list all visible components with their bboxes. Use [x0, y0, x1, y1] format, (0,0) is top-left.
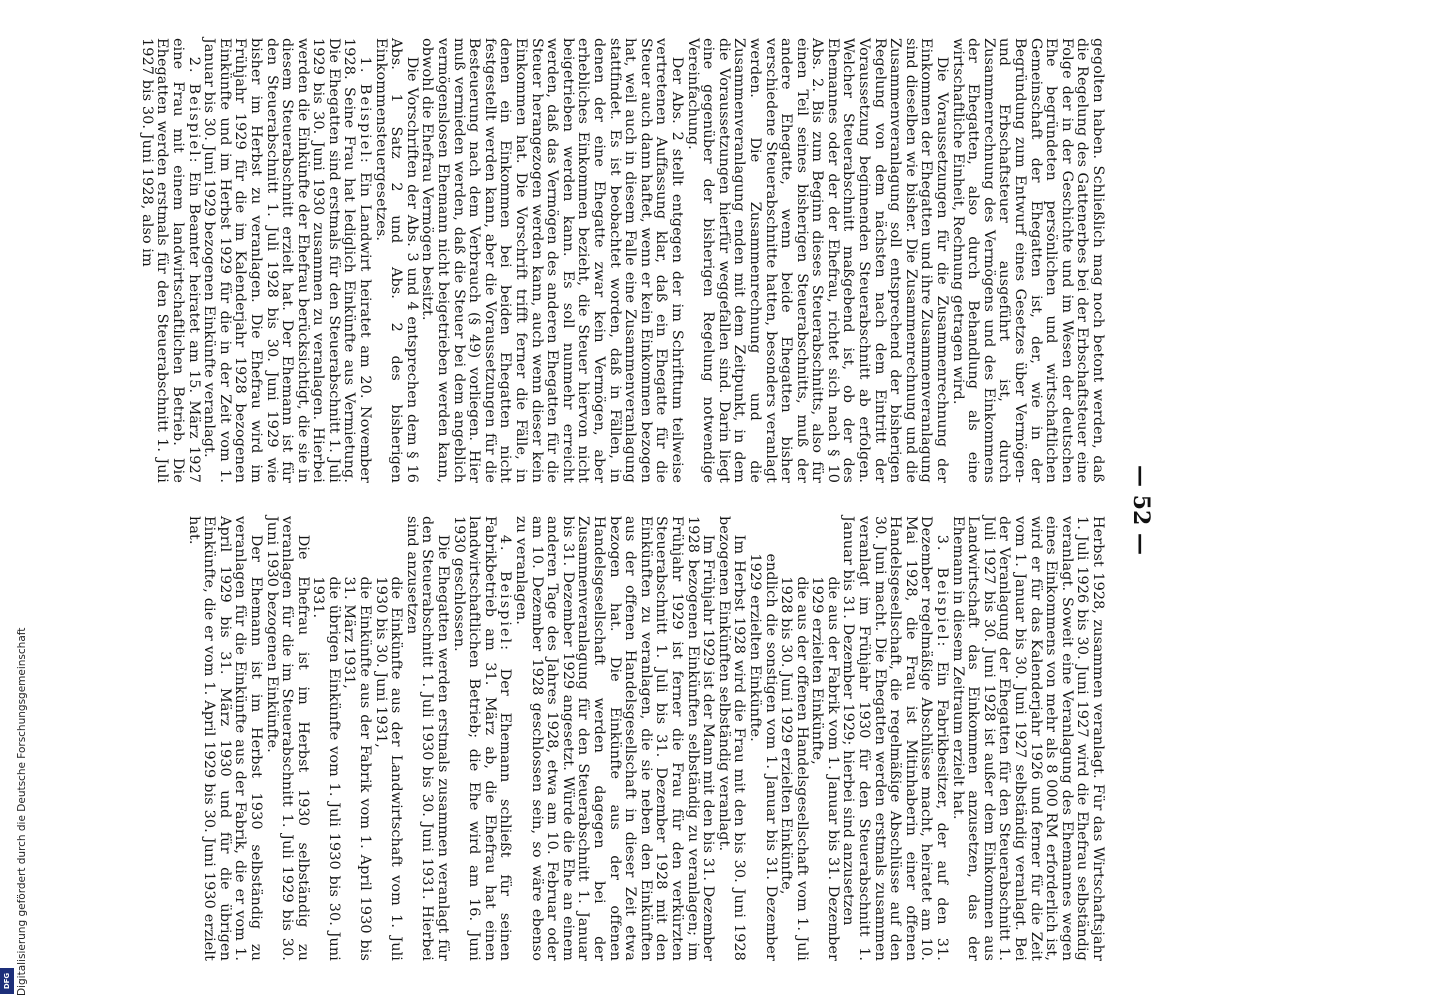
paragraph-text: die Einkünfte aus der Landwirtschaft vom 1. Juli 1930 bis 30. Juni 1931,	[372, 576, 405, 961]
paragraph	[341, 516, 372, 961]
example-heading: 4. Beispiel:	[497, 534, 514, 652]
paragraph	[512, 516, 715, 961]
paragraph-text: endlich die sonstigen vom 1. Januar bis 31. Dezember 1929 erzielten Einkünfte.	[746, 553, 779, 961]
paragraph-text: die aus der Fabrik vom 1. Januar bis 31. Dezember 1929 erzielten Einkünfte,	[809, 576, 841, 961]
paragraph-text: Ein Landwirt heiratet am 20. November 1928. Seine Frau hat lediglich Einkünfte aus Vermietung. Die Ehegatten sind erstmals für den Steuerabschnitt 1. Juli 1929 bis 30. Juni 1930 zusammen zu veranlagen. Hierbei werden die Einkünfte der Ehefrau berücksichtigt, die sie in diesem Steuerabschnitt erzielt hat. Der Ehemann ist für den Steuerabschnitt 1. Juli 1928 bis 30. Juni 1929 wie bisher im Herbst zu veranlagen. Die Ehefrau wird im Frühjahr 1929 für die im Kalenderjahr 1928 bezogenen Einkünfte und im Herbst 1929 für die in der Zeit vom 1. Januar bis 30. Juni 1929 bezogenen Einkünfte veranlagt.	[201, 38, 374, 484]
paragraph	[419, 38, 684, 483]
paragraph	[715, 516, 746, 961]
digitization-credit	[2, 605, 28, 997]
paragraph-text: die Einkünfte aus der Fabrik vom 1. April 1930 bis 31. März 1931,	[341, 576, 374, 961]
rotated-page-content	[0, 30, 1160, 990]
paragraph	[201, 38, 373, 483]
right-text-column	[185, 516, 1105, 961]
paragraph-text: gegolten haben. Schließlich mag noch betont werden, daß die Regelung des Gattenerbes bei der Erbschaftsteuer eine Folge der in der Geschichte und im Wesen der deutschen Ehe begründeten persönlichen und wirtschaftlichen Gemeinschaft der Ehegatten ist, der, wie in der Begründung zum Entwurf eines Gesetzes über Vermögen- und Erbschaftsteuer ausgeführt ist, durch Zusammenrechnung des Vermögens und des Einkommens der Ehegatten, also durch Behandlung als eine wirtschaftliche Einheit, Rechnung getragen wird.	[949, 38, 1106, 483]
paragraph-text: die aus der offenen Handelsgesellschaft vom 1. Juli 1928 bis 30. Juni 1929 erzielten Einkünfte,	[778, 576, 810, 961]
paragraph	[372, 38, 419, 483]
example-heading: 1. Beispiel:	[357, 56, 374, 165]
paragraph	[778, 516, 809, 961]
paragraph-text: Im Frühjahr 1929 ist der Mann mit den bis 31. Dezember 1928 bezogenen Einkünften selbständig zu veranlagen; im Frühjahr 1929 ist ferner die Frau für den verkürzten Steuerabschnitt 1. Juli bis 31. Dezember 1928 mit den Einkünften zu veranlagen, die sie neben den Einkünften aus der offenen Handelsgesellschaft in dieser Zeit etwa bezogen hat. Die Einkünfte aus der offenen Handelsgesellschaft werden dagegen bei der Zusammenveranlagung für den Steuerabschnitt 1. Januar bis 31. Dezember 1929 angesetzt. Würde die Ehe an einem anderen Tage des Jahres 1928, etwa am 10. Februar oder am 10. Dezember 1928 geschlossen sein, so wäre ebenso zu veranlagen.	[513, 516, 717, 961]
paragraph	[746, 516, 777, 961]
paragraph-text: Im Herbst 1928 wird die Frau mit den bis 30. Juni 1928 bezogenen Einkünften selbständig veranlagt.	[715, 516, 748, 961]
paragraph-text: Ein Beamter heiratet am 15. März 1927 eine Frau mit einem landwirtschaftlichen Betrieb. Die Ehegatten werden erstmals für den Steuerabschnitt 1. Juli 1927 bis 30. Juni 1928, also im	[138, 38, 202, 483]
dfg-logo	[0, 968, 14, 994]
dfg-logo-text: DFG	[3, 972, 11, 990]
paragraph	[809, 516, 840, 961]
paragraph-text: Der Abs. 2 stellt entgegen der im Schrifttum teilweise vertretenen Auffassung klar, daß ein Ehegatte für die Steuer auch dann haftet, wenn er kein Einkommen bezogen hat, weil auch in diesem Falle eine Zusammenveranlagung stattfindet. Es ist beobachtet worden, daß in Fällen, in denen der eine Ehegatte zwar kein Vermögen, aber erhebliches Einkommen bezieht, die Steuer hiervon nicht beigetrieben werden kann. Es soll nunmehr erreicht werden, daß das Vermögen des anderen Ehegatten für die Steuer herangezogen werden kann, auch wenn dieser kein Einkommen hat. Die Vorschrift trifft ferner die Fälle, in denen ein Einkommen bei beiden Ehegatten nicht festgestellt werden kann, aber die Voraussetzungen für die Besteuerung nach dem Verbrauch (§ 49) vorliegen. Hier muß vermieden werden, daß die Steuer bei dem angeblich vermögenslosen Ehemann nicht beigetrieben werden kann, obwohl die Ehefrau Vermögen besitzt.	[419, 38, 685, 483]
paragraph	[949, 38, 1105, 483]
paragraph-text: Der Ehemann schließt für seinen Fabrikbetrieb am 31. März ab, die Ehefrau hat einen landwirtschaftlichen Betrieb; die Ehe wird am 16. Juni 1930 geschlossen.	[450, 516, 514, 961]
paragraph	[372, 516, 403, 961]
paragraph-text: Herbst 1928, zusammen veranlagt. Für das Wirtschaftsjahr 1. Juli 1926 bis 30. Juni 1927 wird die Ehefrau selbständig veranlagt. Soweit eine Veranlagung des Ehemannes wegen eines Einkommens von mehr als 8 000 RM erforderlich ist, wird er für das Kalenderjahr 1926 und ferner für die Zeit vom 1. Januar bis 30. Juni 1927 selbständig veranlagt. Bei der Veranlagung der Ehegatten für den Steuerabschnitt 1. Juli 1927 bis 30. Juni 1928 ist außer dem Einkommen aus Landwirtschaft das Einkommen anzusetzen, das der Ehemann in diesem Zeitraum erzielt hat.	[949, 516, 1106, 961]
paragraph	[185, 516, 263, 961]
paragraph-text: Die Vorschriften der Abs. 3 und 4 entsprechen dem § 16 Abs. 1 Satz 2 und Abs. 2 des bisherigen Einkommensteuergesetzes.	[372, 38, 420, 483]
paragraph-text: Die Voraussetzungen für die Zusammenrechnung der Einkommen der Ehegatten und ihre Zusammenveranlagung sind dieselben wie bisher. Die Zusammenrechnung und die Zusammenveranlagung soll entsprechend der bisherigen Regelung von dem nächsten nach dem Eintritt der Voraussetzung beginnenden Steuerabschnitt ab erfolgen. Welcher Steuerabschnitt maßgebend ist, ob der des Ehemannes oder der der Ehefrau, richtet sich nach § 10 Abs. 2. Bis zum Beginn dieses Steuerabschnitts, also für einen Teil seines bisherigen Steuerabschnitts, muß der andere Ehegatte, wenn beide Ehegatten bisher verschiedene Steuerabschnitte hatten, besonders veranlagt werden. Die Zusammenrechnung und die Zusammenveranlagung enden mit dem Zeitpunkt, in dem die Voraussetzungen hierfür weggefallen sind. Darin liegt eine gegenüber der bisherigen Regelung notwendige Vereinfachung.	[684, 38, 951, 483]
paragraph	[310, 516, 341, 961]
paragraph	[138, 38, 200, 483]
paragraph-text: die übrigen Einkünfte vom 1. Juli 1930 bis 30. Juni 1931.	[310, 576, 342, 961]
example-heading: 3. Beispiel:	[934, 534, 951, 649]
paragraph-text: Die Ehegatten werden erstmals zusammen veranlagt für den Steuerabschnitt 1. Juli 1930 bis 30. Juni 1931. Hierbei sind anzusetzen	[403, 516, 452, 961]
paragraph	[949, 516, 1105, 961]
paragraph-text: Die Ehefrau ist im Herbst 1930 selbständig zu veranlagen für die im Steuerabschnitt 1. Juli 1929 bis 30. Juni 1930 bezogenen Einkünfte.	[263, 516, 311, 961]
example-heading: 2. Beispiel:	[185, 56, 202, 165]
paragraph-text: Der Ehemann ist im Herbst 1930 selbständig zu veranlagen für die Einkünfte aus der Fabrik, die er vom 1. April 1929 bis 31. März 1930 und für die übrigen Einkünfte, die er vom 1. April 1929 bis 30. Juni 1930 erzielt hat.	[185, 516, 264, 961]
paragraph	[263, 516, 310, 961]
paragraph	[450, 516, 512, 961]
left-text-column	[138, 38, 1105, 483]
page-number: — 52 —	[1128, 465, 1154, 555]
paragraph	[403, 516, 450, 961]
paragraph	[684, 38, 949, 483]
footer-credit-text: Digitalisierung gefördert durch die Deutsche Forschungsgemeinschaft	[16, 627, 28, 996]
paragraph-text: Ein Fabrikbesitzer, der auf den 31. Dezember regelmäßige Abschlüsse macht, heiratet am 10. Mai 1928, die Frau ist Mitinhaberin einer offenen Handelsgesellschaft, die regelmäßige Abschlüsse auf den 30. Juni macht. Die Ehegatten werden erstmals zusammen veranlagt im Frühjahr 1930 für den Steuerabschnitt 1. Januar bis 31. Dezember 1929; hierbei sind anzusetzen	[840, 516, 951, 961]
paragraph	[840, 516, 949, 961]
